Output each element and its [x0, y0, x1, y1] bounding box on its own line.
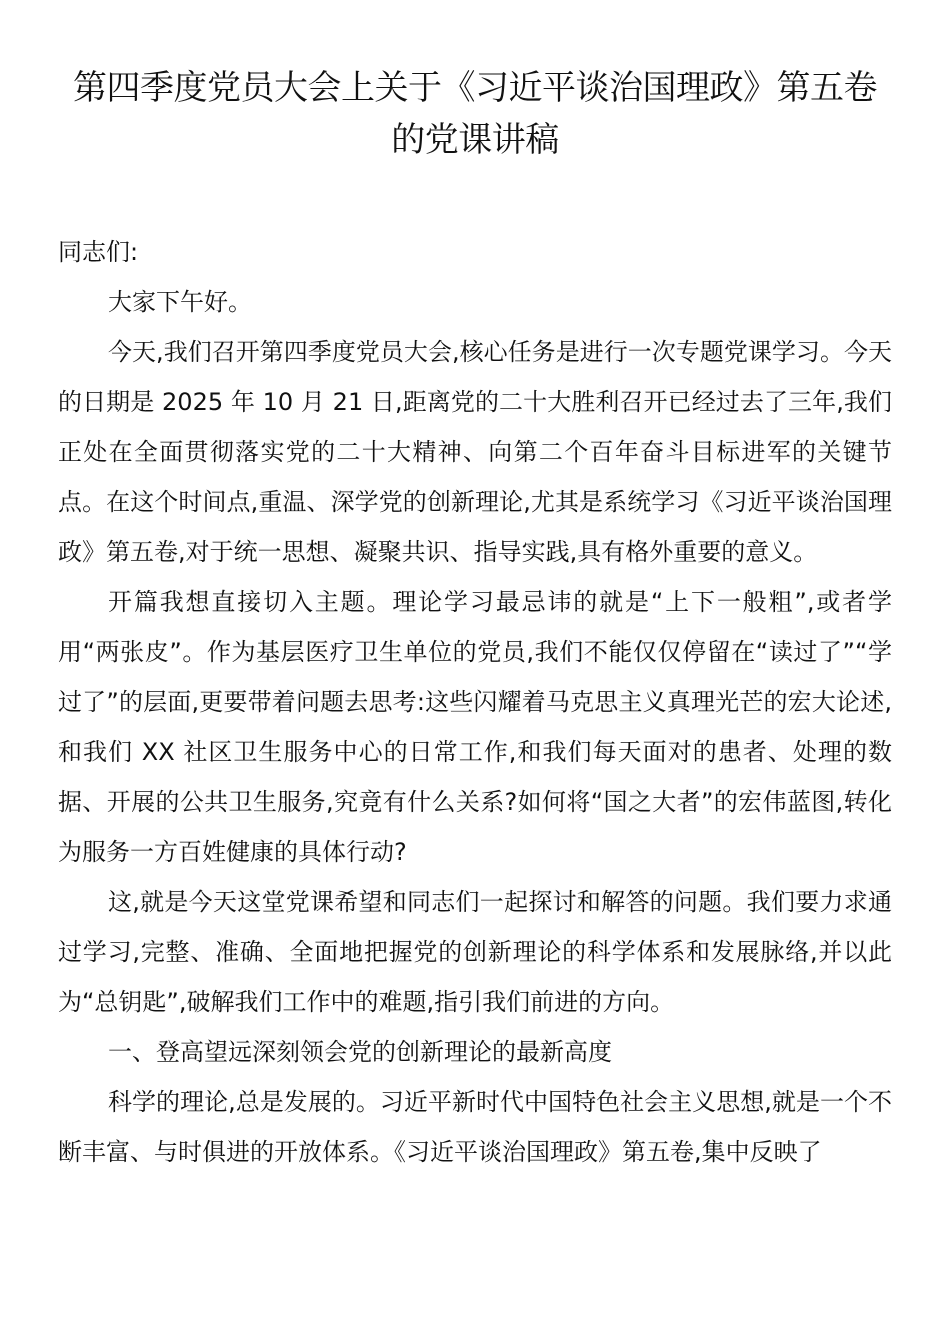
document-title: 第四季度党员大会上关于《习近平谈治国理政》第五卷的党课讲稿 [73, 68, 877, 160]
paragraph-intro: 今天,我们召开第四季度党员大会,核心任务是进行一次专题党课学习。今天的日期是 2025 年 10 月 21 日,距离党的二十大胜利召开已经过去了三年,我们正处在全面贯彻落实党的二十大精神、向第二个百年奋斗目标进军的关键节点。在这个时间点,重温、深学党的创新理论,尤其是系统学习《习近平谈治国理政》第五卷,对于统一思想、凝聚共识、指导实践,具有格外重要的意义。 [58, 338, 892, 566]
salutation: 同志们: [58, 238, 139, 266]
paragraph-purpose: 这,就是今天这堂党课希望和同志们一起探讨和解答的问题。我们要力求通过学习,完整、准确、全面地把握党的创新理论的科学体系和发展脉络,并以此为“总钥匙”,破解我们工作中的难题,指引我们前进的方向。 [58, 888, 892, 1016]
section-heading: 一、登高望远深刻领会党的创新理论的最新高度 [108, 1038, 612, 1066]
document-body [58, 227, 892, 1177]
paragraph-opening: 开篇我想直接切入主题。理论学习最忌讳的就是“上下一般粗”,或者学用“两张皮”。作为基层医疗卫生单位的党员,我们不能仅仅停留在“读过了”“学过了”的层面,更要带着问题去思考:这些闪耀着马克思主义真理光芒的宏大论述,和我们 XX 社区卫生服务中心的日常工作,和我们每天面对的患者、处理的数据、开展的公共卫生服务,究竟有什么关系?如何将“国之大者”的宏伟蓝图,转化为服务一方百姓健康的具体行动? [58, 588, 892, 866]
paragraph-section-one: 科学的理论,总是发展的。习近平新时代中国特色社会主义思想,就是一个不断丰富、与时俱进的开放体系。《习近平谈治国理政》第五卷,集中反映了 [58, 1088, 892, 1166]
greeting: 大家下午好。 [108, 288, 252, 316]
